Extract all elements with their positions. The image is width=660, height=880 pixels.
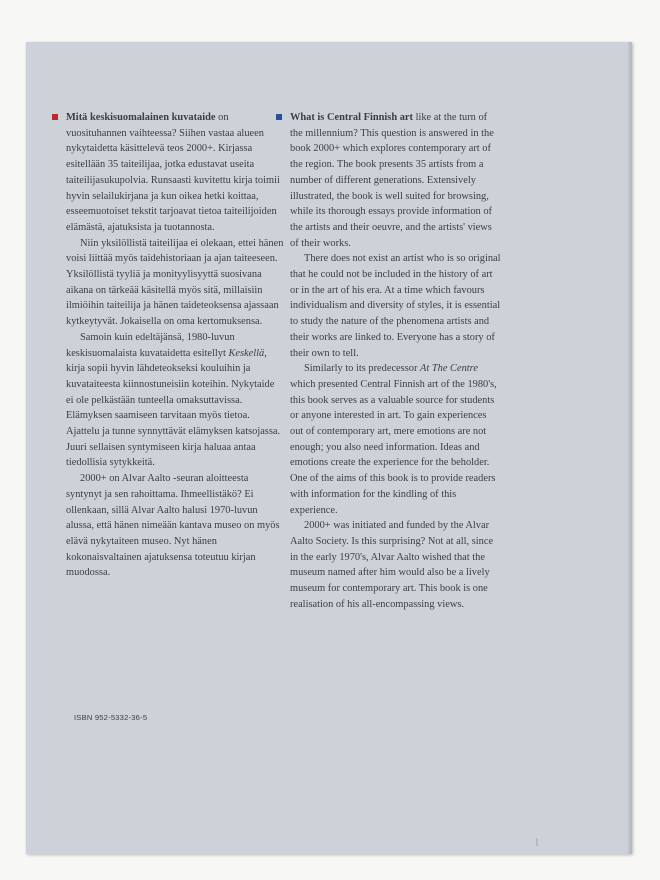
- blue-square-bullet-icon: [276, 114, 282, 120]
- english-lead-phrase: What is Central Finnish art: [290, 112, 413, 123]
- english-paragraph-4: 2000+ was initiated and funded by the Alvar Aalto Society. Is this surprising? Not at all, since in the early 1970's, Alvar Aalto wished that the museum named after him would also be a lively museum for contemporary art. This book is one realisation of his all-encompassing views.: [290, 520, 494, 610]
- english-paragraph-3-start: Similarly to its predecessor: [304, 363, 421, 375]
- book-back-cover: [26, 42, 632, 854]
- finnish-paragraph-3-start: Samoin kuin edeltäjänsä, 1980-luvun keskisuomalaista kuvataidetta esitellyt: [66, 331, 235, 359]
- english-paragraph-1-text: like at the turn of the millennium? This question is answered in the book 2000+ which explores contemporary art of the region. The book presents 35 artists from a number of different generations. Extensively illustrated, the book is well suited for browsing, while its thorough essays provide information of the artists and their oeuvre, and the artists' views of their works.: [290, 112, 494, 249]
- isbn-number: ISBN 952-5332-36-5: [74, 713, 148, 722]
- cover-edge: [628, 42, 632, 854]
- english-paragraph-3-end: which presented Central Finnish art of the 1980's, this book serves as a valuable source for students or anyone interested in art. To gain experiences out of contemporary art, mere emotions are not enough; you also need information. Ideas and emotions create the experience for the beholder. One of the aims of this book is to provide readers with information for the kindling of this experience.: [290, 378, 497, 516]
- english-paragraph-2: There does not exist an artist who is so original that he could not be included in the history of art or in the art of his era. At a time which favours individualism and diversity of styles, it is essential to study the nature of the phenomena artists and their works are linked to. Everyone has a story of their own to tell.: [290, 253, 501, 359]
- finnish-paragraph-2: Niin yksilöllistä taiteilijaa ei olekaan, ettei hänen voisi liittää myös taidehistoriaan ja ajan taiteeseen. Yksilöllistä tyyliä ja monityylisyyttä suosivana aikana on tärkeää käsitellä myös sitä, millaisiin ilmiöihin taiteilija ja hänen taideteoksensa ajassaan kytkeytyvät. Jokaisella on oma kertomuksensa.: [66, 237, 284, 328]
- english-book-title: At The Centre: [420, 363, 478, 375]
- finnish-paragraph-1: [66, 110, 284, 236]
- finnish-paragraph-3: [66, 330, 284, 471]
- finnish-paragraph-1-text: on vuosituhannen vaihteessa? Siihen vastaa alueen nykytaidetta käsittelevä teos 2000+. Kirjassa esitellään 35 taiteilijaa, jotka edustavat useita taiteilijasukupolvia. Runsaasti kuvitettu kirja toimii hyvin selailukirjana ja kun oikea hetki koittaa, esseemuotoiset tekstit tarjoavat tietoa taiteilijoiden elämästä, ajatuksista ja tuotannosta.: [66, 112, 280, 233]
- finnish-text-column: [66, 110, 284, 581]
- english-paragraph-1: [290, 110, 502, 251]
- cover-notch: [536, 838, 538, 846]
- finnish-lead-phrase: Mitä keskisuomalainen kuvataide: [66, 112, 216, 123]
- finnish-paragraph-4: 2000+ on Alvar Aalto -seuran aloitteesta syntynyt ja sen rahoittama. Ihmeellistäkö? Ei ollenkaan, sillä Alvar Aalto halusi 1970-luvun alussa, että hänen nimeään kantava museo on myös elävä nykytaiteen museo. Nyt hänen kokonaisvaltainen ajatuksensa toteutuu kirjan muodossa.: [66, 473, 280, 579]
- finnish-paragraph-3-end: , kirja sopii hyvin lähdeteokseksi kouluihin ja kuvataiteesta kiinnostuneisiin koteihin. Nykytaide ei ole pelkästään tunteella omaksuttavissa. Elämyksen saamiseen tarvitaan myös tietoa. Ajattelu ja tunne synnyttävät elämyksen katsojassa. Juuri sellaisen syntymiseen kirja haluaa antaa tiedollisia sytykkeitä.: [66, 347, 281, 469]
- english-paragraph-3: [290, 361, 502, 518]
- finnish-book-title: Keskellä: [228, 347, 265, 359]
- english-text-column: [290, 110, 502, 613]
- red-square-bullet-icon: [52, 114, 58, 120]
